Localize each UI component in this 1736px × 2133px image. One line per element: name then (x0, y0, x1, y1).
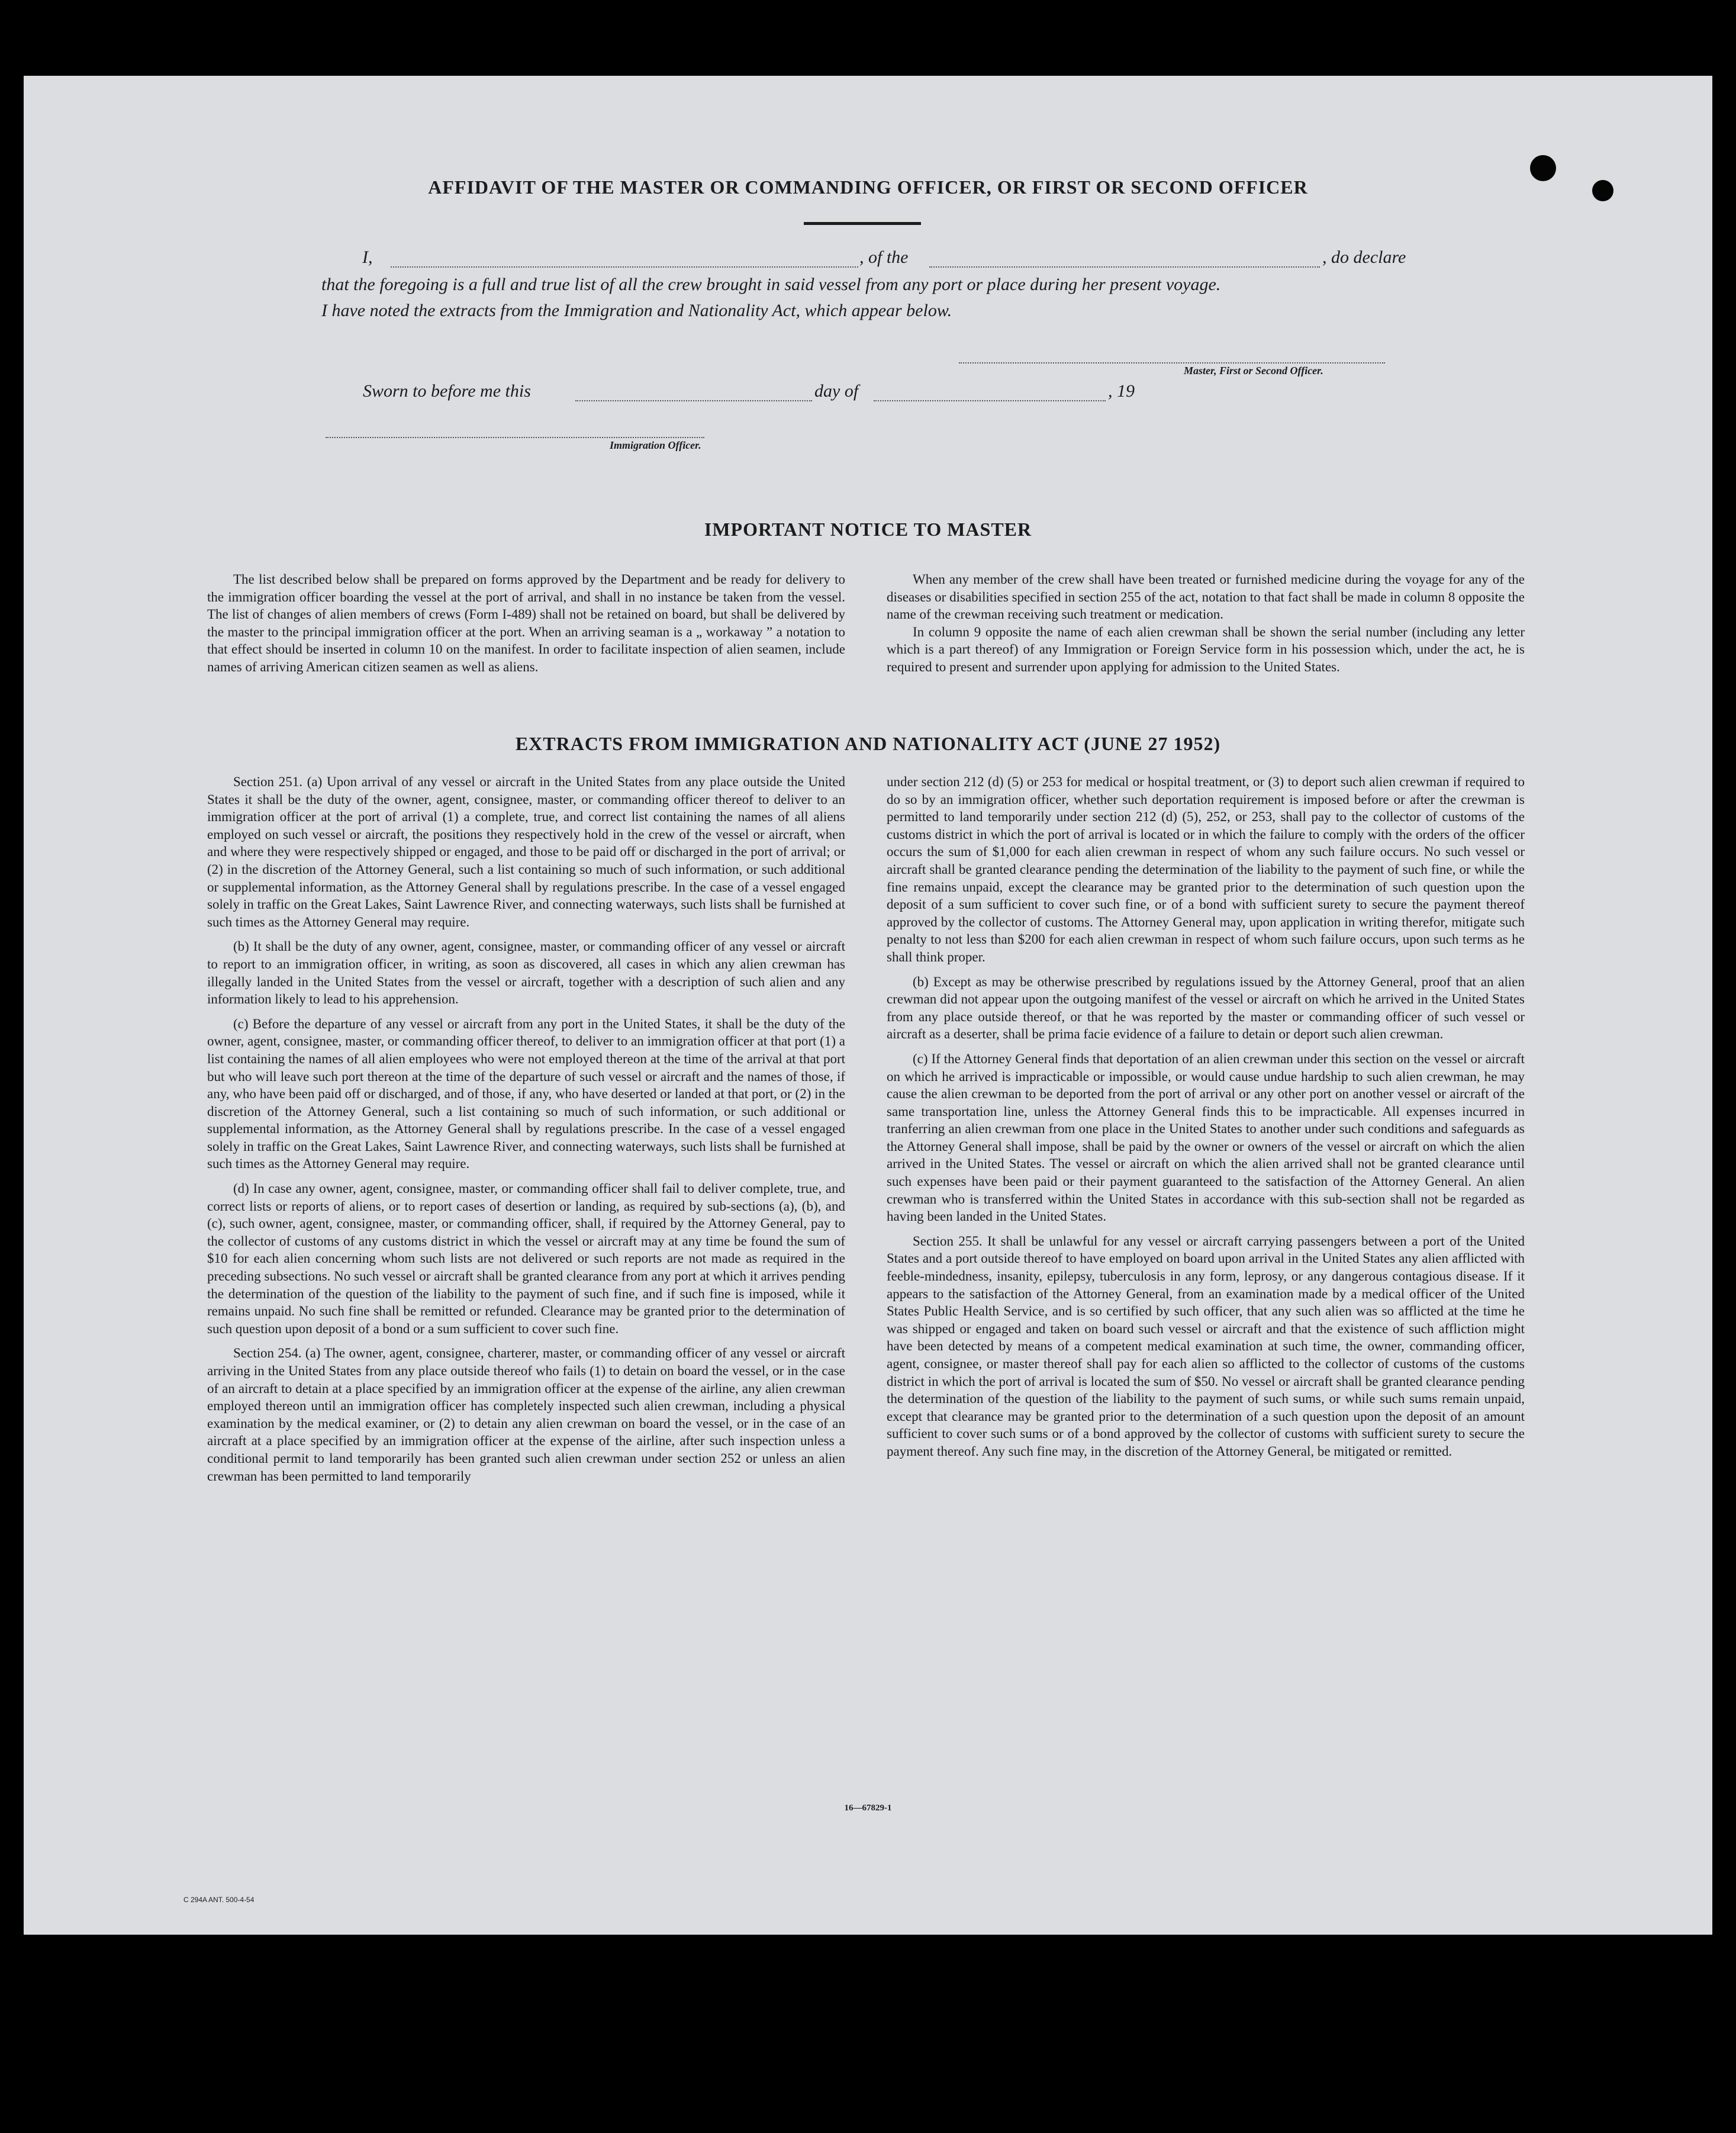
extracts-title: EXTRACTS FROM IMMIGRATION AND NATIONALITY ACT (JUNE 27 1952) (515, 733, 1221, 754)
extract-paragraph: (b) It shall be the duty of any owner, agent, consignee, master, or commanding officer of any vessel or aircraft to report to an immigration officer, in writing, as soon as discovered, all cases in which any alien crewman has illegally landed in the United States from the vessel or aircraft, together with a description of such alien and any information likely to lead to his apprehension. (207, 939, 845, 1007)
extract-paragraph: (b) Except as may be otherwise prescribed by regulations issued by the Attorney General, proof that an alien crewman did not appear upon the outgoing manifest of the vessel or aircraft on which he arrived in the United States from any place outside thereof, or that he was reported by the master or commanding officer of such vessel or aircraft as a deserter, shall be prima facie evidence of a failure to detain or deport such alien crewman. (887, 974, 1525, 1042)
extracts-right-column (887, 773, 1525, 1460)
of-the-label: , of the (859, 247, 909, 267)
extract-paragraph: under section 212 (d) (5) or 253 for medical or hospital treatment, or (3) to deport such alien crewman if required to do so by an immigration officer, whether such deportation requirement is imposed before or after the crewman is permitted to land temporarily under section 212 (d) (5), 252, or 253, shall pay to the collector of customs of the customs district in which the port of arrival is located or in which the failure to comply with the orders of the officer occurs the sum of $1,000 for each alien crewman in respect of whom any such failure occurs. No such vessel or aircraft shall be granted clearance pending the determination of the liability to the payment of such fine, or while the fine remains unpaid, except the clearance may be granted prior to the determination of such question upon the deposit of a sum sufficient to cover such fine, or of a bond with sufficient surety to secure the payment thereof approved by the collector of customs. The Attorney General may, upon application in writing therefor, mitigate such penalty to not less than $200 for each alien crewman in respect of whom such failure occurs, upon such terms as he shall think proper. (887, 774, 1525, 964)
extract-paragraph: (c) If the Attorney General finds that deportation of an alien crewman under this section on the vessel or aircraft on which he arrived is impracticable or impossible, or would cause undue hardship to such alien crewman, he may cause the alien crewman to be deported from the port of arrival or any other port on another vessel or aircraft of the same transportation line, unless the Attorney General finds this to be impracticable. All expenses incurred in tranferring an alien crewman from one place in the United States to another under such conditions and safeguards as the Attorney General shall impose, shall be paid by the owner or owners of the vessel or aircraft on which the alien arrived in the United States. The vessel or aircraft on which the alien arrived shall not be granted clearance until such expenses have been paid or their payment guaranteed to the satisfaction of the Attorney General. An alien crewman who is transferred within the United States in accordance with this sub-section shall not be regarded as having been landed in the United States. (887, 1051, 1525, 1224)
notice-left-column (207, 571, 845, 676)
name-field[interactable] (391, 266, 858, 268)
sworn-month-field[interactable] (874, 400, 1106, 401)
notice-paragraph: In column 9 opposite the name of each alien crewman shall be shown the serial number (including any letter which is a part thereof) of any Immigration or Foreign Service form in his possession which, under the act, he is required to present and surrender upon applying for admission to the United States. (887, 624, 1525, 674)
notice-title: IMPORTANT NOTICE TO MASTER (704, 519, 1032, 540)
form-sheet (24, 76, 1712, 1935)
form-code: C 294A ANT. 500-4-54 (183, 1896, 255, 1904)
notice-paragraph: The list described below shall be prepared on forms approved by the Department and be ready for delivery to the immigration officer boarding the vessel at the port of arrival, and shall in no instance be taken from the vessel. The list of changes of alien members of crews (Form I-489) shall not be retained on board, but shall be delivered by the master to the principal immigration officer at the port. When an arriving seaman is a „ workaway ” a notation to that effect should be inserted in column 10 on the manifest. In order to facilitate inspection of alien seamen, include names of arriving American citizen seamen as well as aliens. (207, 572, 845, 674)
extract-paragraph: Section 254. (a) The owner, agent, consignee, charterer, master, or commanding officer of any vessel or aircraft arriving in the United States from any place outside thereof who fails (1) to detain on board the vessel, or in the case of an aircraft to detain at a place specified by an immigration officer at the expense of the airline, any alien crewman employed thereon until an immigration officer has completely inspected such alien crewman, including a physical examination by the medical examiner, or (2) to detain any alien crewman on board the vessel, or in the case of an aircraft at a place specified by an immigration officer at the expense of the airline, after such inspection unless a conditional permit to land temporarily has been granted such alien crewman under section 252 or unless an alien crewman has been permitted to land temporarily (207, 1346, 845, 1484)
declaration-line-2: I have noted the extracts from the Immigration and Nationality Act, which appear below. (321, 301, 952, 320)
sworn-day-field[interactable] (575, 400, 812, 401)
immigration-officer-label: Immigration Officer. (610, 439, 701, 451)
print-code: 16—67829-1 (844, 1803, 892, 1813)
extracts-left-column (207, 773, 845, 1485)
notice-right-column (887, 571, 1525, 676)
extract-paragraph: Section 255. It shall be unlawful for any vessel or aircraft carrying passengers between a port of the United States and a port outside thereof to have employed on board upon arrival in the United States any alien afflicted with feeble-mindedness, insanity, epilepsy, tuberculosis in any form, leprosy, or any dangerous contagious disease. If it appears to the satisfaction of the Attorney General, from an examination made by a medical officer of the United States Public Health Service, and is so certified by such officer, that any such alien was so afflicted at the time he was shipped or engaged and taken on board such vessel or aircraft and that the existence of such affliction might have been detected by means of a competent medical examination at such time, the owner, commanding officer, agent, consignee, or master thereof shall pay for each alien so afflicted to the collector of customs of the customs district in which the port of arrival is located the sum of $50. No vessel or aircraft shall be granted clearance pending the determination of the question of the liability to the payment of such sums, or while such sums remain unpaid, except that clearance may be granted prior to the determination of a such question upon the deposit of an amount sufficient to cover such sums or of a bond approved by the collector of customs with sufficient surety to secure the payment thereof. Any such fine may, in the discretion of the Attorney General, be mitigated or remitted. (887, 1233, 1525, 1459)
extract-paragraph: (c) Before the departure of any vessel or aircraft from any port in the United States, it shall be the duty of the owner, agent, consignee, master, or commanding officer thereof, to deliver to an immigration officer at that port (1) a list containing the names of all alien employees who were not employed thereon at the time of the arrival at that port but who will leave such port thereon at the time of the departure of such vessel or aircraft and the names of those, if any, who have been paid off or discharged, and of those, if any, who have deserted or landed at that port, or (2) in the discretion of the Attorney General, such a list containing so much of such information, or such additional or supplemental information, as the Attorney General shall by regulations prescribe. In the case of a vessel engaged solely in traffic on the Great Lakes, Saint Lawrence River, and connecting waterways, such lists shall be furnished at such times as the Attorney General may require. (207, 1016, 845, 1172)
affidavit-title: AFFIDAVIT OF THE MASTER OR COMMANDING OFFICER, OR FIRST OR SECOND OFFICER (428, 176, 1308, 198)
master-signature-line[interactable] (959, 362, 1385, 363)
day-of-label: day of (814, 381, 859, 401)
vessel-field[interactable] (929, 266, 1320, 268)
year-label: , 19 (1108, 381, 1135, 401)
master-signature-label: Master, First or Second Officer. (1184, 365, 1323, 377)
i-label: I, (362, 247, 373, 267)
title-rule (804, 222, 921, 225)
extract-paragraph: (d) In case any owner, agent, consignee, master, or commanding officer shall fail to deliver complete, true, and correct lists or reports of aliens, or to report cases of desertion or landing, as required by sub-sections (a), (b), and (c), such owner, agent, consignee, master, or commanding officer, shall, if required by the Attorney General, pay to the collector of customs of any customs district in which the vessel or aircraft may at any time be found the sum of $10 for each alien concerning whom such lists are not delivered or such reports are not made as required in the preceding subsections. No such vessel or aircraft shall be granted clearance from any port at which it arrives pending the determination of the question of the liability to the payment of such fine, and if such fine is imposed, while it remains unpaid. No such fine shall be remitted or refunded. Clearance may be granted prior to the determination of such question upon deposit of a bond or a sum sufficient to cover such fine. (207, 1181, 845, 1336)
declaration-line-1: that the foregoing is a full and true list of all the crew brought in said vessel from any port or place during her present voyage. (321, 275, 1221, 294)
extract-paragraph: Section 251. (a) Upon arrival of any vessel or aircraft in the United States from any place outside the United States it shall be the duty of the owner, agent, consignee, master, or commanding officer thereof to deliver to an immigration officer at the port of arrival (1) a complete, true, and correct list containing the names of all aliens employed on such vessel or aircraft, the positions they respectively hold in the crew of the vessel or aircraft, when and where they were respectively shipped or engaged, and those to be paid off or discharged in the port of arrival; or (2) in the discretion of the Attorney General, such a list containing so much of such information, or such additional or supplemental information, as the Attorney General shall by regulations prescribe. In the case of a vessel engaged solely in traffic on the Great Lakes, Saint Lawrence River, and connecting waterways, such lists shall be furnished at such times as the Attorney General may require. (207, 774, 845, 929)
immigration-officer-line[interactable] (326, 437, 704, 438)
do-declare-label: , do declare (1322, 247, 1406, 267)
notice-paragraph: When any member of the crew shall have been treated or furnished medicine during the voyage for any of the diseases or disabilities specified in section 255 of the act, notation to that fact shall be made in column 8 opposite the name of the crewman receiving such treatment or medication. (887, 572, 1525, 622)
sworn-label: Sworn to before me this (363, 381, 531, 401)
